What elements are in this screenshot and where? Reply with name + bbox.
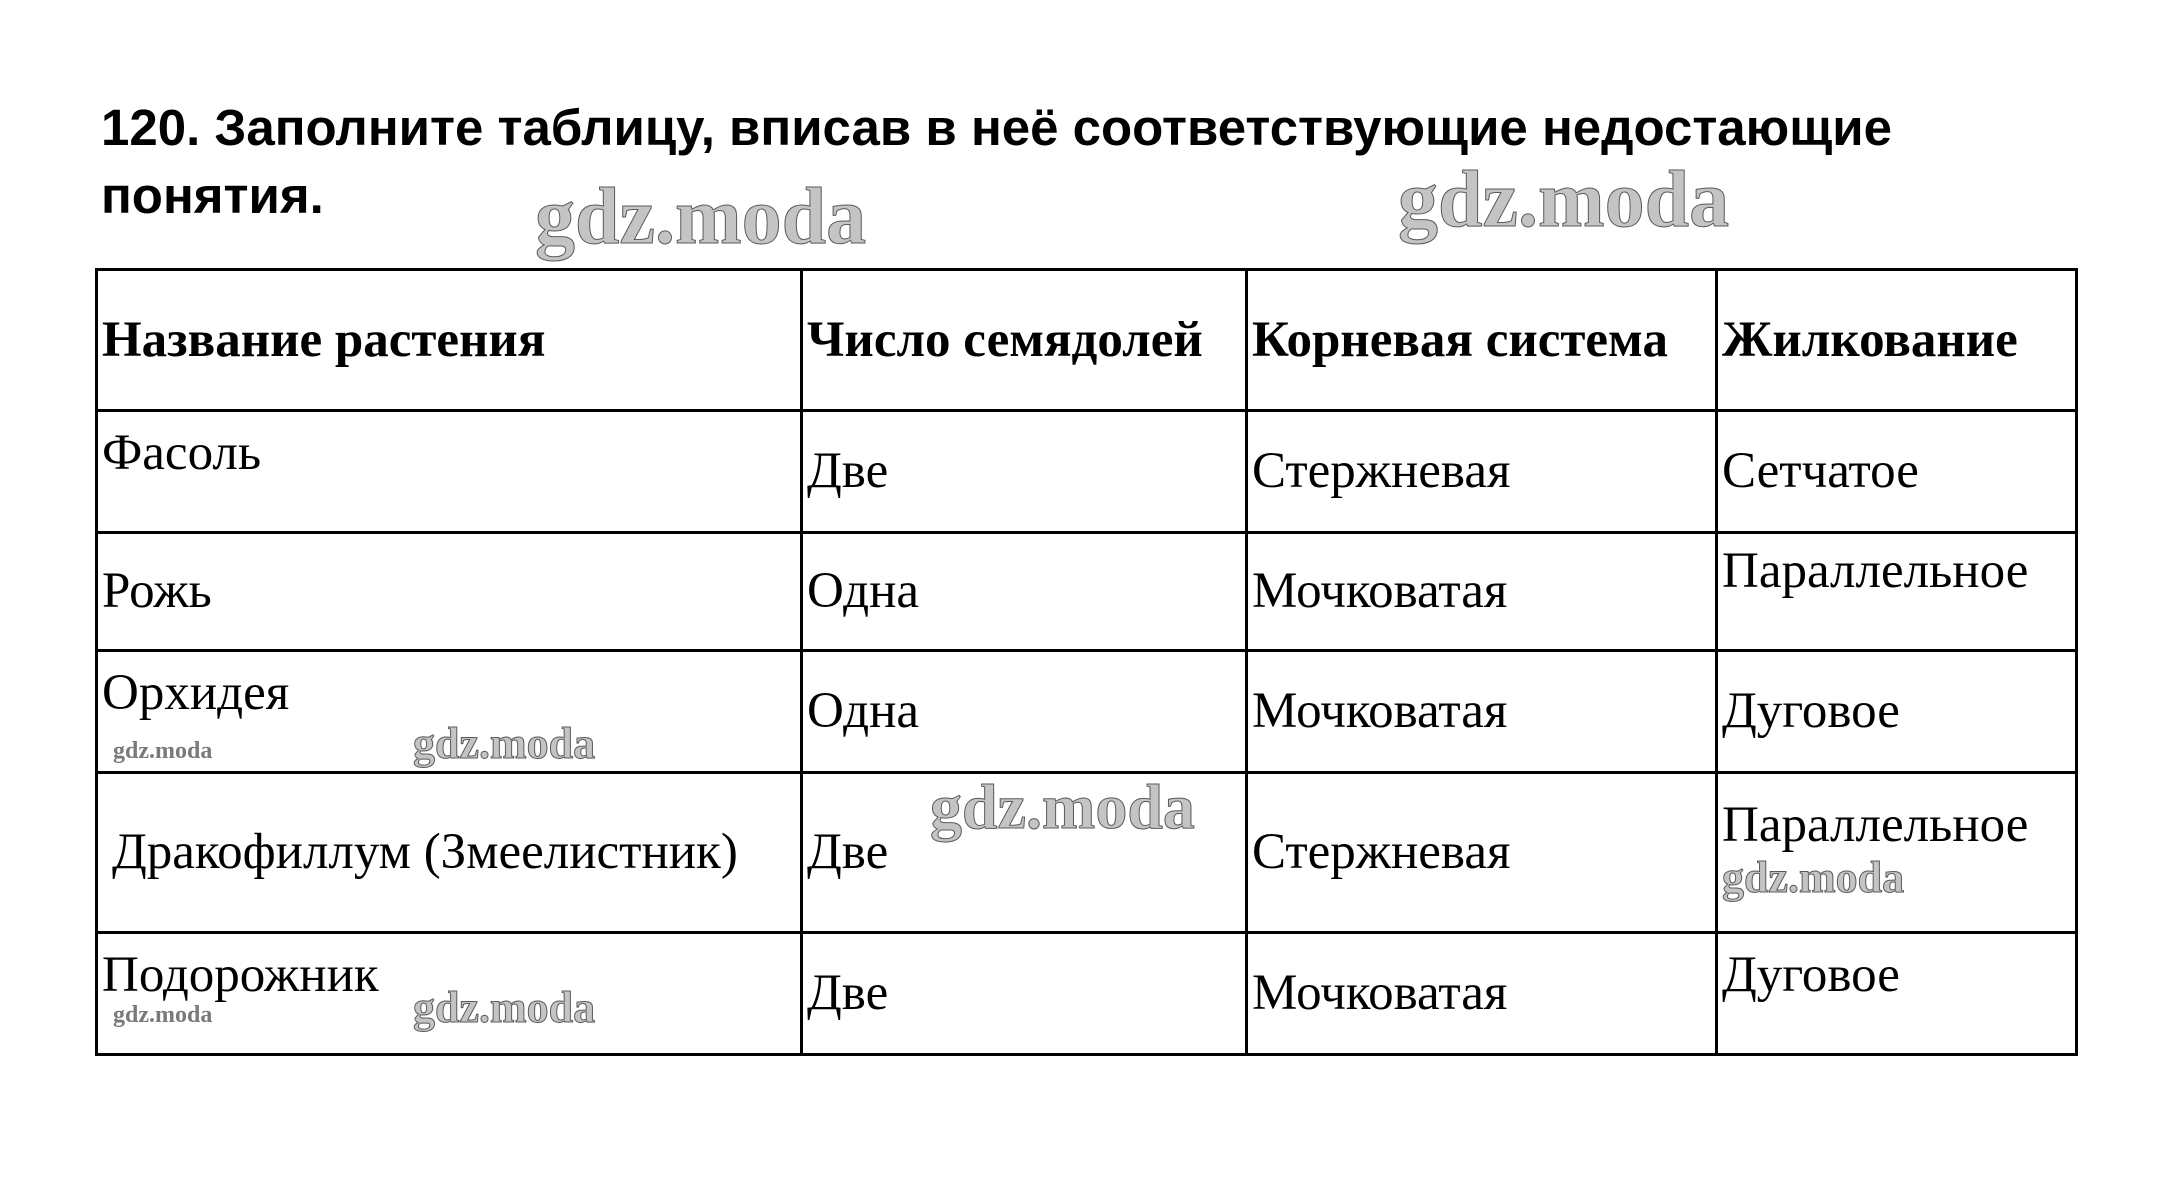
cell-plant-name: Подорожник (97, 933, 802, 1055)
cell-plant-name: Дракофиллум (Змеелистник) (97, 773, 802, 933)
cell-venation: Сетчатое (1717, 411, 2077, 533)
cell-cotyledons: Две (802, 933, 1247, 1055)
cell-root-system: Стержневая (1247, 411, 1717, 533)
watermark: gdz.moda (413, 983, 596, 1032)
watermark: gdz.moda (535, 173, 867, 261)
cell-cotyledons: Две (802, 773, 1247, 933)
cell-cotyledons: Одна (802, 651, 1247, 773)
cell-cotyledons: Одна (802, 533, 1247, 651)
cell-root-system: Мочковатая (1247, 533, 1717, 651)
cell-cotyledons: Две (802, 411, 1247, 533)
header-plant-name: Название растения (97, 270, 802, 411)
table-row (97, 933, 2077, 1055)
cell-plant-name: Фасоль (97, 411, 802, 533)
table-header-row (97, 270, 2077, 411)
cell-venation: Параллельное (1717, 533, 2077, 651)
watermark: gdz.moda (413, 719, 596, 768)
watermark: gdz.moda (1722, 853, 1905, 902)
header-venation: Жилкование (1717, 270, 2077, 411)
watermark: gdz.moda (113, 738, 213, 764)
cell-venation: Дуговое (1717, 651, 2077, 773)
table-row (97, 651, 2077, 773)
task-text: 120. Заполните таблицу, вписав в неё соответствующие недостающие понятия. (101, 99, 1892, 224)
answer-table (95, 268, 2078, 1056)
table-row (97, 411, 2077, 533)
cell-plant-name: Рожь (97, 533, 802, 651)
cell-root-system: Стержневая (1247, 773, 1717, 933)
cell-venation: Дуговое (1717, 933, 2077, 1055)
cell-root-system: Мочковатая (1247, 651, 1717, 773)
table-row (97, 533, 2077, 651)
cell-plant-name: Орхидея (97, 651, 802, 773)
watermark: gdz.moda (113, 1002, 213, 1028)
watermark: gdz.moda (930, 771, 1195, 842)
header-cotyledons: Число семядолей (802, 270, 1247, 411)
watermark: gdz.moda (1398, 156, 1730, 244)
header-root-system: Корневая система (1247, 270, 1717, 411)
cell-venation: Параллельное (1717, 773, 2077, 933)
cell-root-system: Мочковатая (1247, 933, 1717, 1055)
